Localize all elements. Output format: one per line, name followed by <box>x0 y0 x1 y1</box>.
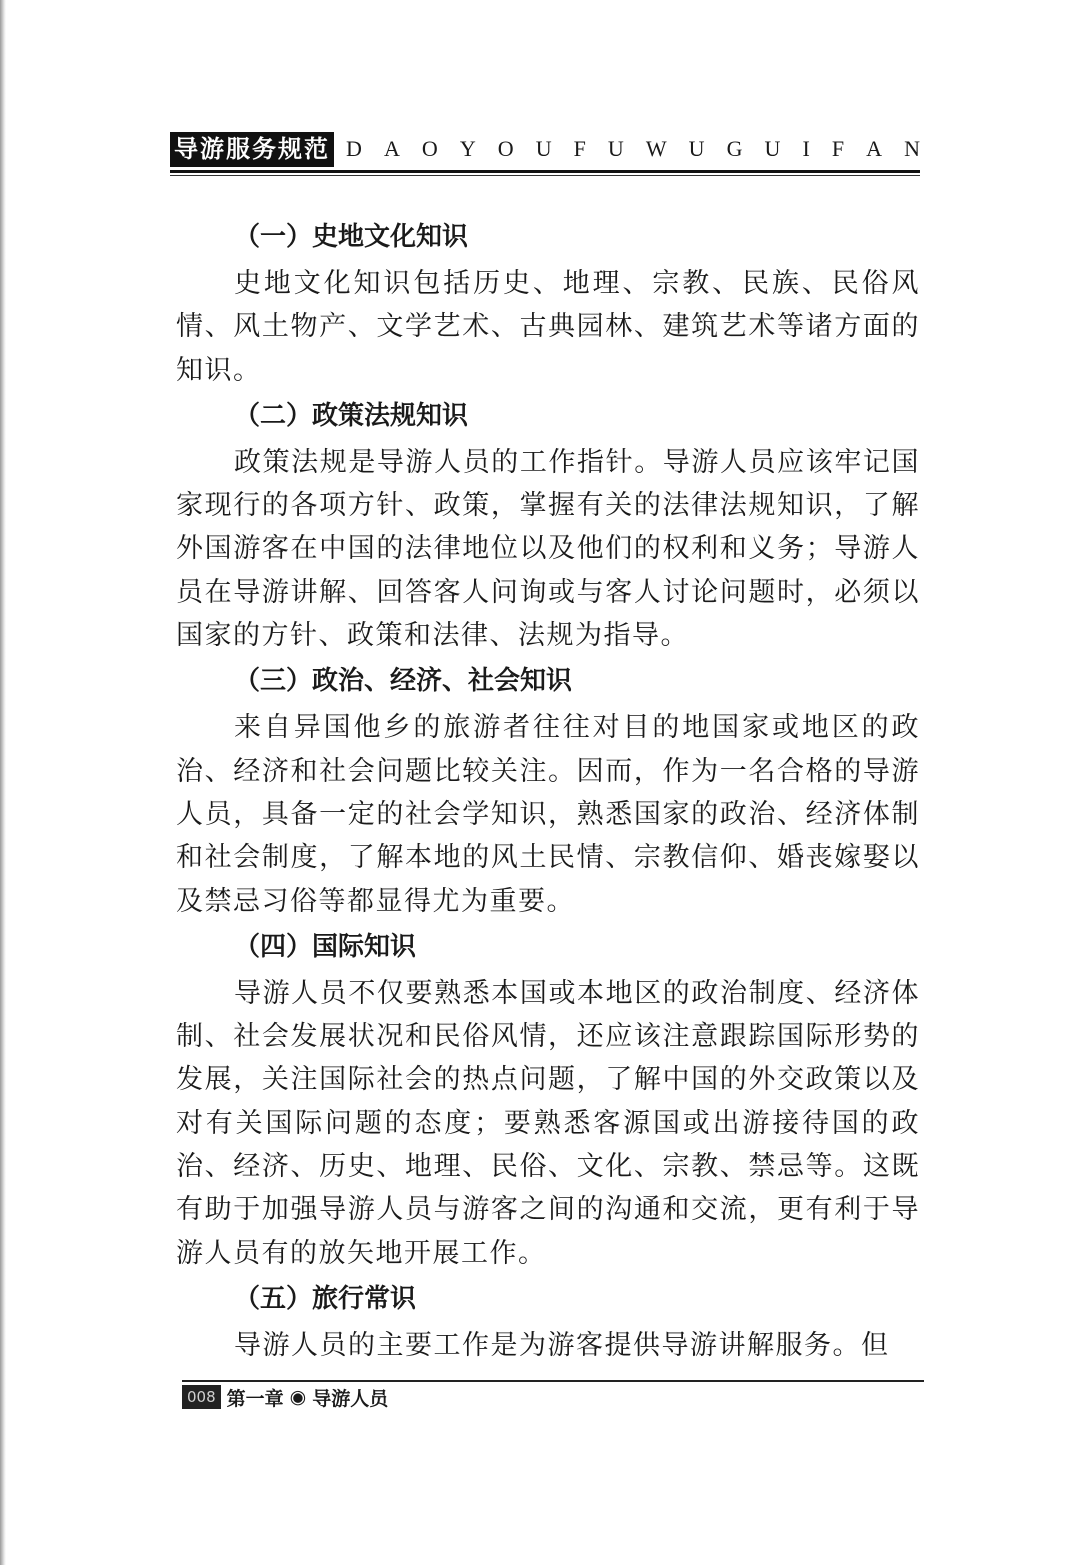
header-pinyin-letter: D <box>346 136 362 161</box>
header-pinyin-letter: F <box>831 136 845 161</box>
header-pinyin <box>334 134 920 164</box>
section-paragraph: 导游人员不仅要熟悉本国或本地区的政治制度、经济体制、社会发展状况和民俗风情，还应该注意跟踪国际形势的发展，关注国际社会的热点问题，了解中国的外交政策以及对有关国际问题的态度；要熟悉客源国或出游接待国的政治、经济、历史、地理、民俗、文化、宗教、禁忌等。这既有助于加强导游人员与游客之间的沟通和交流，更有利于导游人员有的放矢地开展工作。 <box>176 977 920 1269</box>
header-pinyin-letter: N <box>904 136 920 161</box>
header-pinyin-letter: U <box>688 136 705 161</box>
header-pinyin-letter: U <box>607 136 624 161</box>
header-rule-thin <box>170 175 920 176</box>
section-heading: （三）政治、经济、社会知识 <box>234 666 573 697</box>
header-pinyin-letter: I <box>802 136 810 161</box>
header-pinyin-letter: O <box>497 136 514 161</box>
header-pinyin-letter: Y <box>459 136 476 161</box>
header-pinyin-letter: G <box>726 136 743 161</box>
section-heading: （四）国际知识 <box>234 931 417 962</box>
footer-rule <box>182 1380 924 1382</box>
header-title: 导游服务规范 <box>170 132 334 167</box>
header-pinyin-letter: F <box>573 136 586 161</box>
header-pinyin-letter: A <box>866 136 883 161</box>
header-rule <box>170 170 920 173</box>
section-paragraph: 来自异国他乡的旅游者往往对目的地国家或地区的政治、经济和社会问题比较关注。因而，作为一名合格的导游人员，具备一定的社会学知识，熟悉国家的政治、经济体制和社会制度，了解本地的风土民情、宗教信仰、婚丧嫁娶以及禁忌习俗等都显得尤为重要。 <box>176 712 920 917</box>
header-pinyin-letter: A <box>383 136 400 161</box>
running-footer <box>182 1384 388 1410</box>
section-heading: （一）史地文化知识 <box>234 222 469 252</box>
footer-chapter: 第一章 <box>226 1387 284 1410</box>
header-pinyin-letter: U <box>764 136 781 161</box>
section-paragraph: 导游人员的主要工作是为游客提供导游讲解服务。但 <box>234 1329 890 1361</box>
footer-chapter-title: 导游人员 <box>312 1387 389 1410</box>
section-paragraph: 政策法规是导游人员的工作指针。导游人员应该牢记国家现行的各项方针、政策，掌握有关的法律法规知识，了解外国游客在中国的法律地位以及他们的权利和义务；导游人员在导游讲解、回答客人问询或与客人讨论问题时，必须以国家的方针、政策和法律、法规为指导。 <box>176 446 920 652</box>
page-number: 008 <box>182 1385 221 1409</box>
header-pinyin-letter: W <box>645 136 667 161</box>
bullseye-icon: ◉ <box>289 1386 307 1408</box>
header-pinyin-letter: O <box>421 136 438 161</box>
running-header <box>170 130 920 168</box>
page-body <box>176 213 920 1367</box>
header-pinyin-letter: U <box>535 136 552 161</box>
page-binding-edge <box>0 0 6 1565</box>
section-heading: （五）旅行常识 <box>234 1283 417 1314</box>
section-paragraph: 史地文化知识包括历史、地理、宗教、民族、民俗风情、风土物产、文学艺术、古典园林、建筑艺术等诸方面的知识。 <box>176 268 920 386</box>
section-heading: （二）政策法规知识 <box>234 400 469 431</box>
